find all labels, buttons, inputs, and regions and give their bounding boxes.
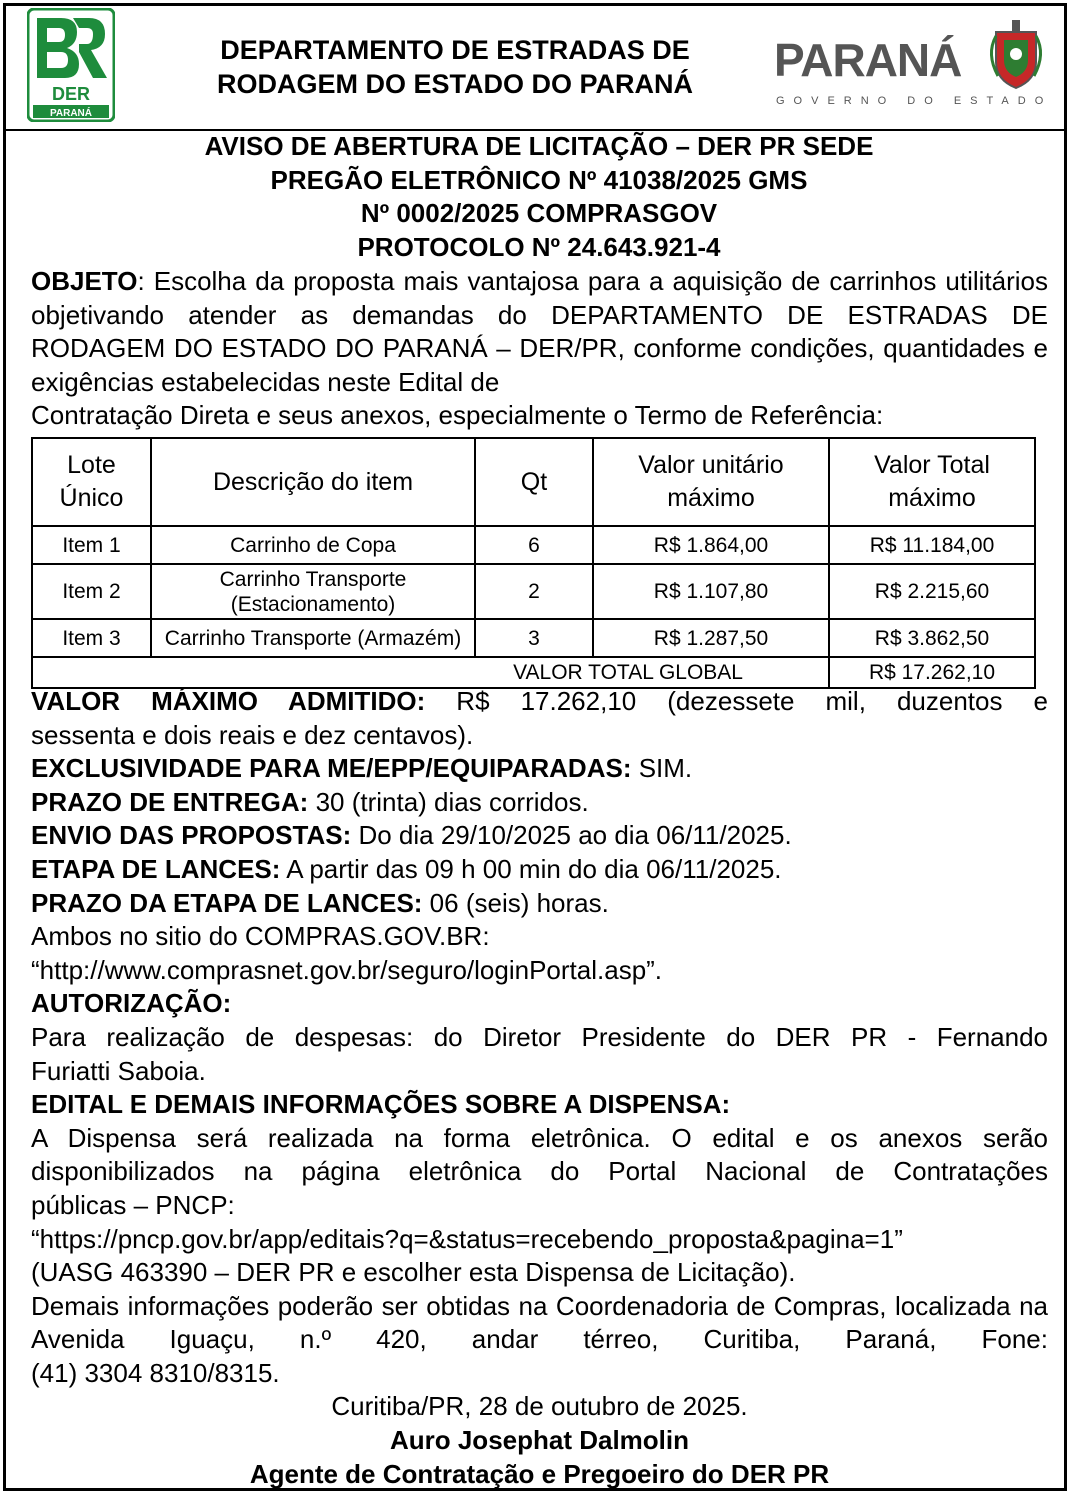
cell-unitario: R$ 1.864,00 — [593, 526, 829, 564]
cell-qt: 2 — [475, 564, 593, 619]
cell-item: Item 2 — [32, 564, 151, 619]
uasg-line: (UASG 463390 – DER PR e escolher esta Dispensa de Licitação). — [31, 1257, 796, 1288]
cell-total: R$ 11.184,00 — [829, 526, 1035, 564]
header-line-1: DEPARTAMENTO DE ESTRADAS DE — [220, 35, 690, 65]
autorizacao-last-line: Furiatti Saboia. — [31, 1055, 206, 1086]
global-total-label: VALOR TOTAL GLOBAL — [32, 657, 829, 688]
cell-unitario: R$ 1.107,80 — [593, 564, 829, 619]
header-valor-total: Valor Total máximo — [829, 438, 1035, 526]
pncp-link[interactable]: “https://pncp.gov.br/app/editais?q=&status=recebendo_proposta&pagina=1” — [31, 1223, 903, 1254]
header-lote: Lote Único — [32, 438, 151, 526]
cell-qt: 6 — [475, 526, 593, 564]
cell-qt: 3 — [475, 619, 593, 657]
header-line-2: RODAGEM DO ESTADO DO PARANÁ — [216, 69, 693, 99]
parana-governo-logo — [772, 14, 1052, 110]
header-valor-unitario: Valor unitário máximo — [593, 438, 829, 526]
parana-crest-icon — [991, 20, 1040, 88]
header-qt: Qt — [475, 438, 593, 526]
edital-pncp-line: públicas – PNCP: — [31, 1189, 235, 1220]
parana-wordmark: PARANÁ — [774, 34, 962, 86]
signature-role: Agente de Contratação e Pregoeiro do DER PR — [249, 1458, 830, 1489]
der-parana-logo — [27, 8, 115, 122]
fone-line: (41) 3304 8310/8315. — [31, 1357, 280, 1388]
signature-date: Curitiba/PR, 28 de outubro de 2025. — [331, 1391, 748, 1422]
parana-subtitle: GOVERNO DO ESTADO — [776, 95, 1052, 107]
cell-descricao: Carrinho de Copa — [151, 526, 475, 564]
cell-descricao: Carrinho Transporte (Armazém) — [151, 619, 475, 657]
objeto-label: OBJETO — [31, 266, 138, 296]
table-total-row — [32, 657, 1035, 688]
valor-maximo-last-line: sessenta e dois reais e dez centavos). — [31, 719, 474, 750]
objeto-text: : Escolha da proposta mais vantajosa para a aquisição de carrinhos utilitários objetivando atender as demandas do DEPARTAMENTO DE ESTRADAS DE RODAGEM DO ESTADO DO PARANÁ – DER/PR, conforme condições, quantidades e exigências estabelecidas neste Edital de — [31, 266, 1048, 397]
autorizacao-heading: AUTORIZAÇÃO: — [31, 988, 232, 1019]
objeto-section — [31, 265, 1048, 433]
cell-item: Item 3 — [32, 619, 151, 657]
der-letters: DER — [51, 84, 91, 104]
cell-item: Item 1 — [32, 526, 151, 564]
title-aviso: AVISO DE ABERTURA DE LICITAÇÃO – DER PR SEDE — [204, 131, 874, 161]
table-row — [32, 619, 1035, 657]
demais-informacoes: Demais informações poderão ser obtidas na Coordenadoria de Compras, localizada na Avenida Iguaçu, n.º 420, andar térreo, Curitiba, Paraná, Fone: — [31, 1290, 1048, 1355]
prazo-lances-line: PRAZO DA ETAPA DE LANCES: 06 (seis) horas. — [31, 887, 609, 918]
table-row — [32, 526, 1035, 564]
header-title — [155, 33, 755, 101]
title-pregao: PREGÃO ELETRÔNICO Nº 41038/2025 GMS — [270, 164, 808, 195]
header-descricao: Descrição do item — [151, 438, 475, 526]
envio-propostas-line: ENVIO DAS PROPOSTAS: Do dia 29/10/2025 ao dia 06/11/2025. — [31, 820, 792, 851]
table-header-row — [32, 438, 1035, 526]
etapa-lances-line: ETAPA DE LANCES: A partir das 09 h 00 min do dia 06/11/2025. — [31, 853, 782, 884]
cell-unitario: R$ 1.287,50 — [593, 619, 829, 657]
edital-heading: EDITAL E DEMAIS INFORMAÇÕES SOBRE A DISPENSA: — [31, 1089, 731, 1120]
global-total-value: R$ 17.262,10 — [829, 657, 1035, 688]
signature-name: Auro Josephat Dalmolin — [389, 1425, 690, 1456]
prazo-entrega-line: PRAZO DE ENTREGA: 30 (trinta) dias corridos. — [31, 786, 589, 817]
notice-titles — [0, 130, 1074, 264]
edital-text: A Dispensa será realizada na forma eletrônica. O edital e os anexos serão disponibilizados na página eletrônica do Portal Nacional de Contratações — [31, 1122, 1048, 1187]
objeto-paragraph — [31, 265, 1048, 399]
valor-maximo-paragraph: VALOR MÁXIMO ADMITIDO: R$ 17.262,10 (dezessete mil, duzentos e — [31, 686, 1048, 716]
der-logo-label: PARANÁ — [49, 108, 93, 119]
cell-total: R$ 2.215,60 — [829, 564, 1035, 619]
details-section — [31, 685, 1048, 1491]
items-table — [31, 437, 1036, 689]
autorizacao-text: Para realização de despesas: do Diretor Presidente do DER PR - Fernando — [31, 1021, 1048, 1052]
cell-descricao: Carrinho Transporte (Estacionamento) — [151, 564, 475, 619]
table-row — [32, 564, 1035, 619]
title-protocolo: PROTOCOLO Nº 24.643.921-4 — [357, 231, 721, 262]
objeto-last-line: Contratação Direta e seus anexos, especialmente o Termo de Referência: — [31, 400, 884, 431]
exclusividade-line: EXCLUSIVIDADE PARA ME/EPP/EQUIPARADAS: SIM. — [31, 753, 693, 784]
comprasnet-link[interactable]: “http://www.comprasnet.gov.br/seguro/loginPortal.asp”. — [31, 954, 663, 985]
ambos-line: Ambos no sitio do COMPRAS.GOV.BR: — [31, 921, 490, 952]
cell-total: R$ 3.862,50 — [829, 619, 1035, 657]
title-numero: Nº 0002/2025 COMPRASGOV — [360, 198, 718, 229]
